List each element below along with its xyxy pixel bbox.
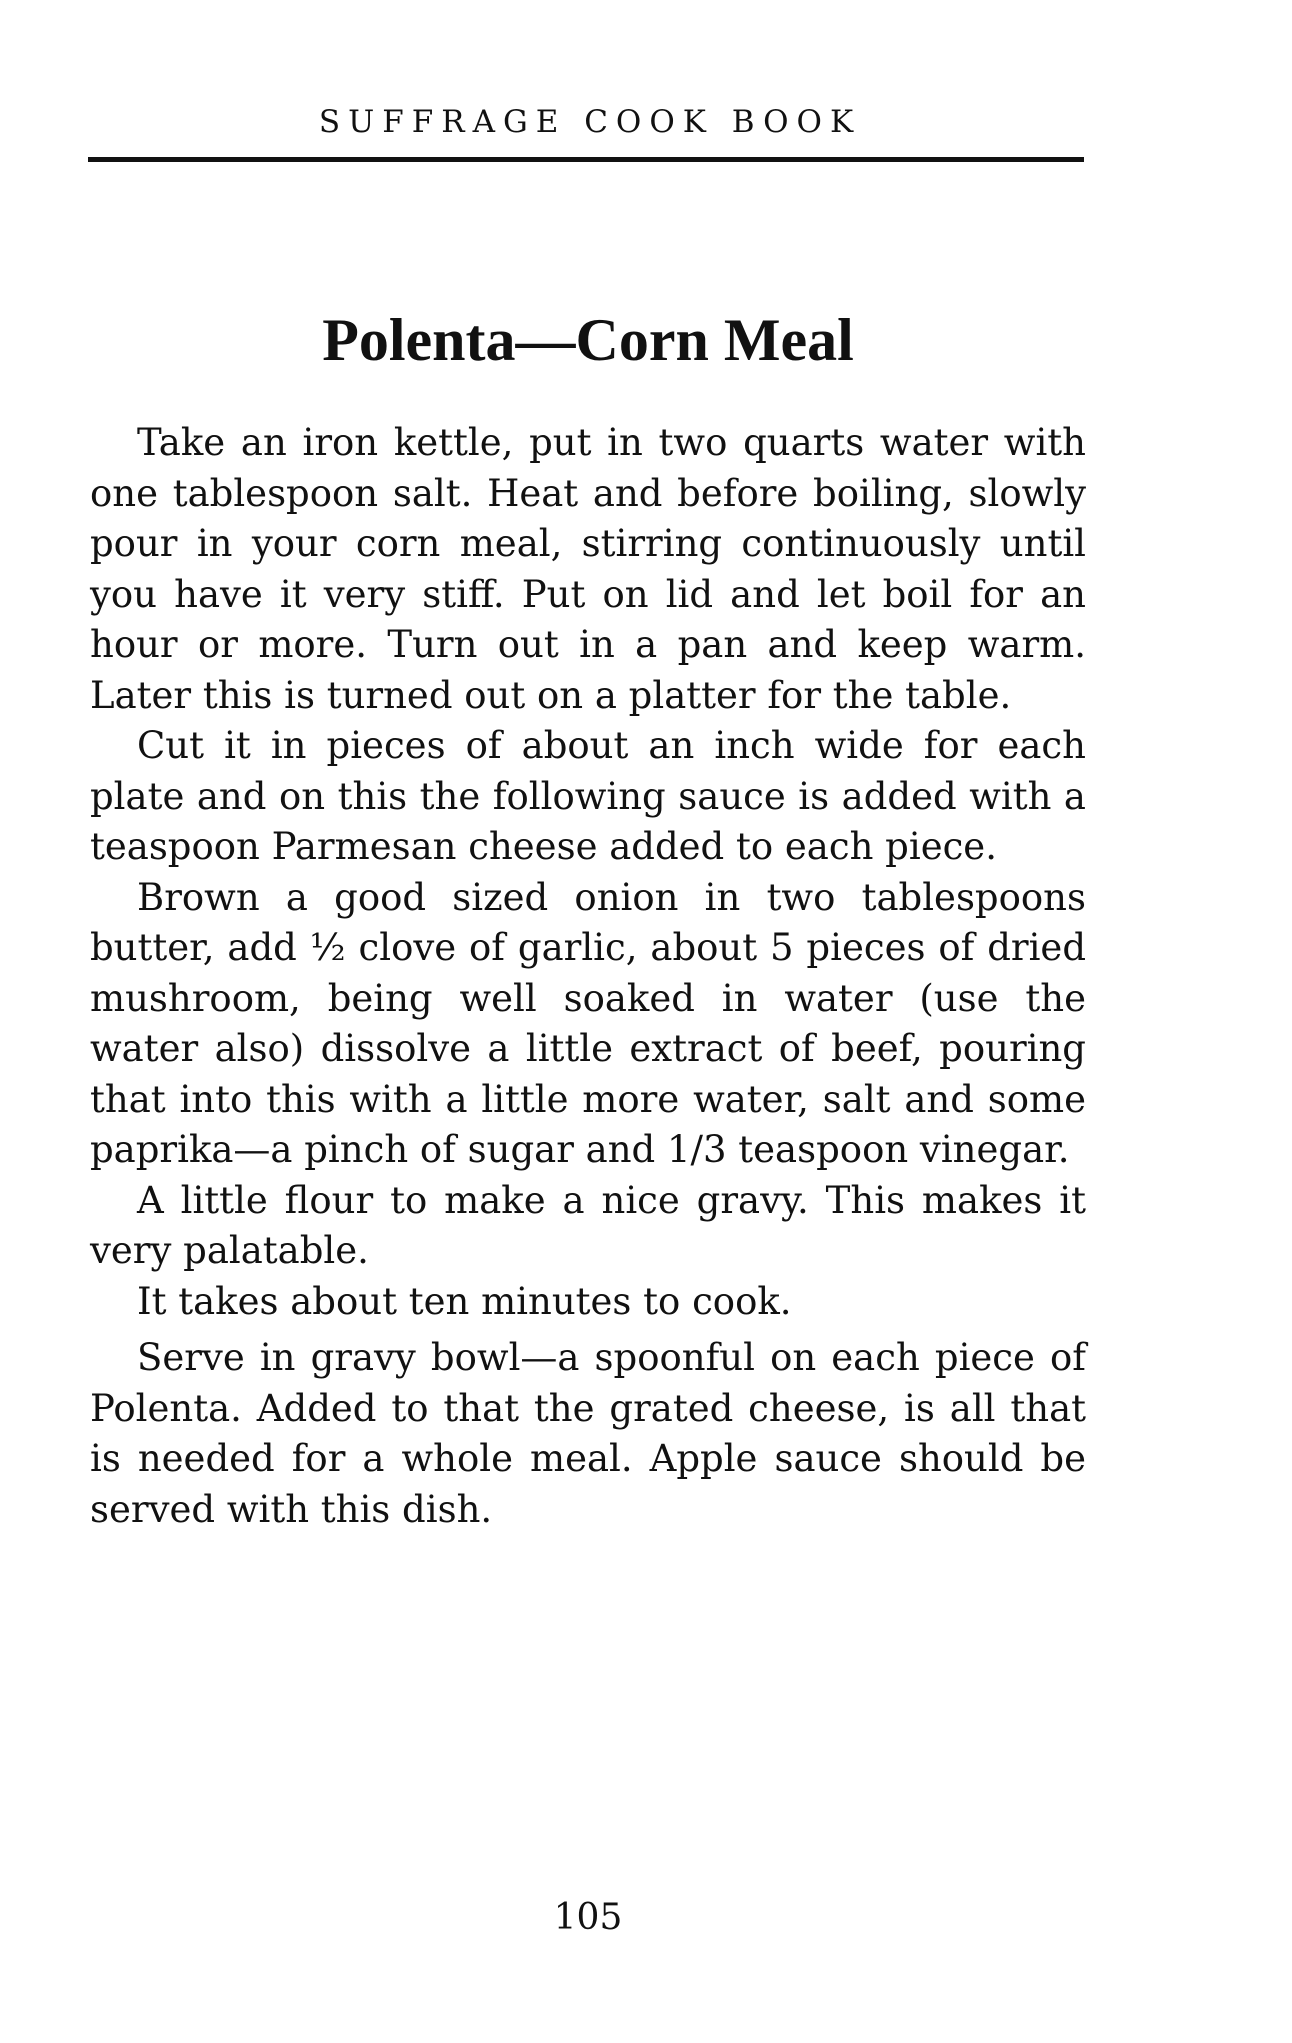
recipe-paragraph: Brown a good sized onion in two tablespoons butter, add ½ clove of garlic, about 5 pieces of dried mushroom, being well soaked in water (use the water also) dissolve a little extract of beef, pouring that into this with a little more water, salt and some paprika—a pinch of sugar and 1/3 teaspoon vinegar. <box>90 875 1086 1171</box>
recipe-title: Polenta—Corn Meal <box>322 307 854 373</box>
running-head: SUFFRAGE COOK BOOK <box>318 104 862 140</box>
recipe-paragraph: Take an iron kettle, put in two quarts water with one tablespoon salt. Heat and before boiling, slowly pour in your corn meal, stirring continuously until you have it very stiff. Put on lid and let boil for an hour or more. Turn out in a pan and keep warm. Later this is turned out on a platter for the table. <box>90 421 1086 717</box>
page-number: 105 <box>553 1897 623 1938</box>
recipe-paragraph: Cut it in pieces of about an inch wide for each plate and on this the following sauce is added with a teaspoon Parmesan cheese added to each piece. <box>90 724 1086 868</box>
recipe-paragraph: Serve in gravy bowl—a spoonful on each piece of Polenta. Added to that the grated cheese, is all that is needed for a whole meal. Apple sauce should be served with this dish. <box>90 1336 1086 1531</box>
header-rule <box>88 157 1084 162</box>
recipe-paragraph: It takes about ten minutes to cook. <box>137 1279 792 1323</box>
recipe-body <box>90 418 1086 1535</box>
recipe-paragraph: A little flour to make a nice gravy. This makes it very palatable. <box>90 1178 1086 1272</box>
